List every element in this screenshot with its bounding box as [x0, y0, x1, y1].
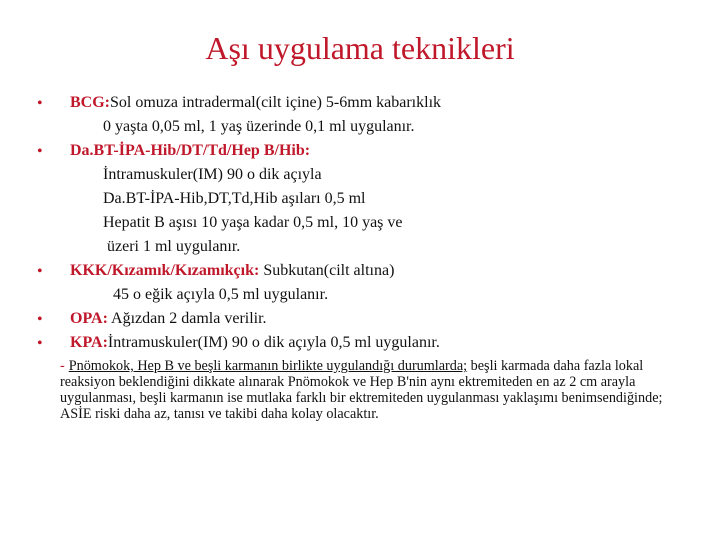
item-text: Sol omuza intradermal(cilt içine) 5-6mm kabarıklık	[110, 94, 442, 111]
dash-marker: -	[60, 358, 65, 374]
footnote-paragraph	[60, 358, 685, 422]
list-item-kkk	[70, 263, 394, 279]
item-label: KPA:	[70, 334, 108, 351]
slide-title: Aşı uygulama teknikleri	[205, 30, 515, 66]
item-line: 0 yaşta 0,05 ml, 1 yaş üzerinde 0,1 ml uygulanır.	[103, 118, 415, 135]
item-text: İntramuskuler(IM) 90 o dik açıyla 0,5 ml uygulanır.	[107, 334, 440, 351]
note-text: beşli karmada daha fazla lokal reaksiyon beklendiğini dikkate alınarak Pnömokok ve Hep B'nin aynı ektremiteden en az 2 cm arayla uygulanması, beşli karmanın ise mutlaka farklı bir ektremiteden uygulanması yaklaşımı benimsendiğinde; ASİE riski daha az, tanısı ve takibi daha kolay olacaktır.	[60, 358, 663, 422]
item-line: Da.BT-İPA-Hib,DT,Td,Hib aşıları 0,5 ml	[103, 190, 366, 207]
underlined-text: Pnömokok, Hep B ve beşli karmanın birlikte uygulandığı durumlarda;	[68, 358, 468, 374]
bullet-icon: •	[37, 143, 43, 160]
item-line: Hepatit B aşısı 10 yaşa kadar 0,5 ml, 10 yaş ve	[103, 214, 403, 231]
item-text: Subkutan(cilt altına)	[259, 262, 395, 279]
list-item-kpa	[70, 335, 440, 351]
list-item-dabt	[70, 143, 310, 159]
item-text: Ağızdan 2 damla verilir.	[107, 310, 267, 327]
list-item-bcg	[70, 95, 441, 111]
item-label: KKK/Kızamık/Kızamıkçık:	[70, 262, 260, 279]
item-label: OPA:	[70, 310, 108, 327]
item-label: Da.BT-İPA-Hib/DT/Td/Hep B/Hib:	[70, 142, 311, 159]
item-line: 45 o eğik açıyla 0,5 ml uygulanır.	[113, 286, 329, 303]
item-line: İntramuskuler(IM) 90 o dik açıyla	[103, 166, 322, 183]
bullet-icon: •	[37, 335, 43, 352]
bullet-icon: •	[37, 263, 43, 280]
item-label: BCG:	[70, 94, 110, 111]
item-line: üzeri 1 ml uygulanır.	[107, 238, 241, 255]
list-item-opa	[70, 311, 267, 327]
bullet-icon: •	[37, 95, 43, 112]
bullet-icon: •	[37, 311, 43, 328]
